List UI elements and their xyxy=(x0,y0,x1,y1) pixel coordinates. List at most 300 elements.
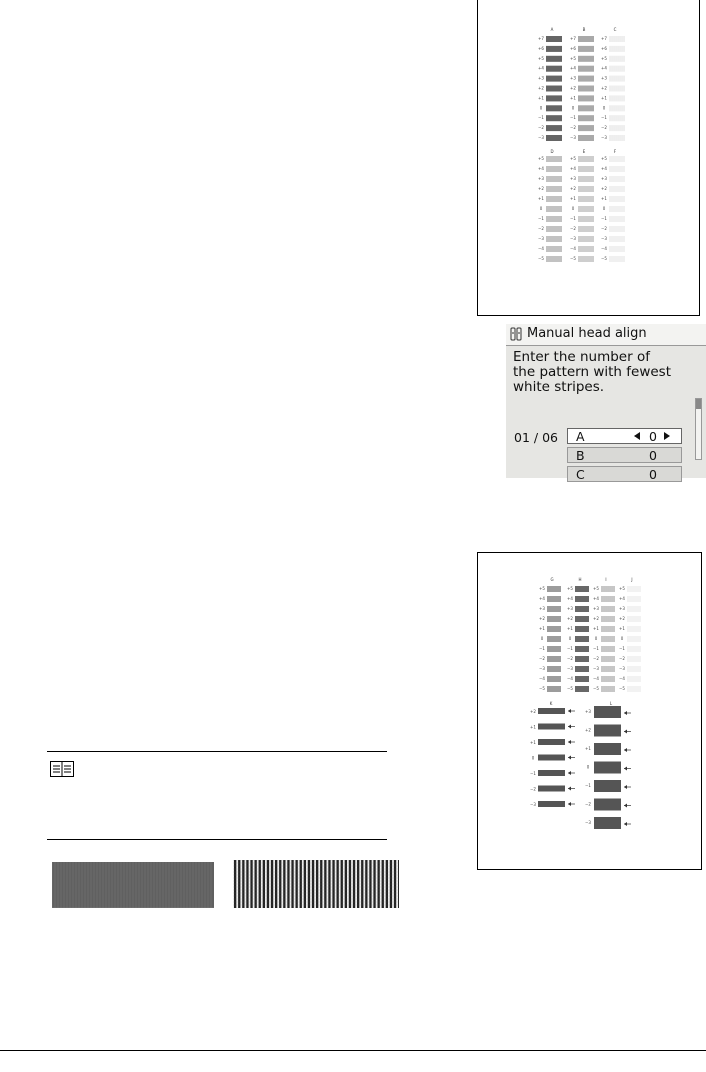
row-label: 0 xyxy=(539,105,543,111)
pattern-patch xyxy=(546,176,562,182)
l-bar xyxy=(594,762,621,774)
row-label: +1 xyxy=(570,196,576,201)
pattern-patch xyxy=(601,666,615,672)
pattern-patch xyxy=(575,666,589,672)
pattern-patch xyxy=(547,586,561,592)
row-label: +2 xyxy=(567,616,573,621)
row-label: −1 xyxy=(538,115,544,121)
lcd-row-c[interactable] xyxy=(567,466,682,482)
k-bar xyxy=(538,724,565,730)
pattern-patch xyxy=(609,95,625,101)
pattern-patch xyxy=(578,86,594,92)
row-label: −2 xyxy=(538,125,544,131)
arrow-icon xyxy=(624,804,627,808)
pattern-patch xyxy=(547,676,561,682)
row-label: +1 xyxy=(567,626,573,631)
pattern-patch xyxy=(601,596,615,602)
pattern-patch xyxy=(546,216,562,222)
pattern-patch xyxy=(627,686,641,692)
row-label: −5 xyxy=(601,256,607,261)
row-label: −3 xyxy=(538,135,544,140)
pattern-patch xyxy=(601,686,615,692)
row-label: +5 xyxy=(619,586,625,591)
column-label: G xyxy=(550,577,554,582)
row-label: −5 xyxy=(570,256,576,261)
pattern-patch xyxy=(546,135,562,141)
sheet1-patterns xyxy=(478,0,699,315)
row-label: +7 xyxy=(538,36,544,41)
row-label: +1 xyxy=(530,724,536,730)
arrow-right-icon[interactable] xyxy=(664,432,670,440)
row-label: +1 xyxy=(538,95,544,101)
column-label: J xyxy=(631,577,633,582)
column-label: I xyxy=(605,577,607,582)
row-label: +3 xyxy=(601,176,607,181)
row-label: −1 xyxy=(539,646,545,651)
pattern-patch xyxy=(609,216,625,222)
pattern-patch xyxy=(546,256,562,262)
row-label: +2 xyxy=(570,85,576,91)
pattern-patch xyxy=(601,676,615,682)
l-bar xyxy=(594,743,621,755)
pattern-patch xyxy=(575,686,589,692)
pattern-patch xyxy=(578,46,594,52)
row-label: −3 xyxy=(601,135,607,140)
pattern-patch xyxy=(546,186,562,192)
row-label: −1 xyxy=(593,646,599,651)
pattern-patch xyxy=(547,616,561,622)
pattern-patch xyxy=(609,156,625,162)
row-label: −2 xyxy=(585,801,591,807)
alignment-sheet-1 xyxy=(477,0,700,316)
row-label: +1 xyxy=(619,626,625,631)
row-label: −4 xyxy=(570,246,576,251)
l-bar xyxy=(594,725,621,737)
row-label: −1 xyxy=(538,216,544,221)
row-label: +3 xyxy=(585,709,591,714)
row-label: +5 xyxy=(601,156,607,161)
pattern-patch xyxy=(609,206,625,212)
row-label: +4 xyxy=(593,596,599,601)
column-label: L xyxy=(609,701,613,706)
row-label: −1 xyxy=(601,216,607,221)
row-label: +1 xyxy=(601,196,607,201)
pattern-patch xyxy=(575,626,589,632)
pattern-patch xyxy=(578,36,594,42)
pattern-patch xyxy=(609,115,625,121)
row-label: −3 xyxy=(539,666,545,671)
pattern-patch xyxy=(546,236,562,242)
striped-pattern-image xyxy=(233,860,399,908)
k-bar xyxy=(538,786,565,792)
sheet2-patterns xyxy=(478,553,701,869)
pattern-patch xyxy=(575,596,589,602)
column-label: H xyxy=(578,577,582,582)
row-label: 0 xyxy=(620,636,624,641)
example-white-stripes xyxy=(233,860,399,908)
row-label: +7 xyxy=(601,36,607,41)
row-label: +4 xyxy=(601,65,607,71)
pattern-patch xyxy=(547,606,561,612)
arrow-icon xyxy=(568,725,571,729)
pattern-patch xyxy=(578,95,594,101)
row-label: +4 xyxy=(601,166,607,171)
lcd-title-bar xyxy=(506,324,706,346)
row-label: +7 xyxy=(570,36,576,41)
row-label: −2 xyxy=(570,125,576,131)
row-label: +4 xyxy=(570,166,576,171)
note-top-rule xyxy=(47,751,387,752)
row-label: −4 xyxy=(619,676,625,681)
pattern-patch xyxy=(578,206,594,212)
pattern-patch xyxy=(609,135,625,141)
pattern-patch xyxy=(627,626,641,632)
pattern-patch xyxy=(578,216,594,222)
row-label: +3 xyxy=(593,606,599,611)
pattern-patch xyxy=(547,626,561,632)
lcd-message-line3: white stripes. xyxy=(513,379,605,395)
row-label: −1 xyxy=(585,783,591,788)
pattern-patch xyxy=(546,196,562,202)
note-bottom-rule xyxy=(47,839,387,840)
row-label: +1 xyxy=(570,95,576,101)
arrow-icon xyxy=(568,787,571,791)
row-label: +2 xyxy=(593,616,599,621)
pattern-patch xyxy=(546,105,562,111)
row-label: +3 xyxy=(538,176,544,181)
alignment-sheet-2 xyxy=(477,552,702,870)
row-label: −1 xyxy=(570,115,576,121)
row-label: +5 xyxy=(570,55,576,61)
pattern-patch xyxy=(578,125,594,131)
l-bar xyxy=(594,799,621,811)
arrow-icon xyxy=(624,748,627,752)
pattern-patch xyxy=(578,166,594,172)
pattern-patch xyxy=(601,616,615,622)
arrow-icon xyxy=(568,771,571,775)
row-label: +6 xyxy=(601,45,607,51)
row-label: +1 xyxy=(601,95,607,101)
arrow-icon xyxy=(624,767,627,771)
lcd-panel xyxy=(506,324,706,482)
example-fewest-stripes xyxy=(52,862,214,908)
lcd-title: Manual head align xyxy=(527,326,647,341)
row-label: −1 xyxy=(570,216,576,221)
k-bar xyxy=(538,770,565,776)
pattern-patch xyxy=(578,196,594,202)
pattern-patch xyxy=(609,236,625,242)
row-label: −3 xyxy=(601,236,607,241)
row-label: +2 xyxy=(570,186,576,191)
pattern-patch xyxy=(546,95,562,101)
row-label: −5 xyxy=(538,256,544,261)
lcd-row-value: 0 xyxy=(649,429,657,444)
row-label: +2 xyxy=(539,616,545,621)
pattern-patch xyxy=(578,135,594,141)
column-label: D xyxy=(550,149,554,154)
row-label: −2 xyxy=(530,786,536,792)
row-label: 0 xyxy=(602,206,606,211)
pattern-patch xyxy=(575,646,589,652)
row-label: −1 xyxy=(619,646,625,651)
pattern-patch xyxy=(627,606,641,612)
row-label: +5 xyxy=(567,586,573,591)
pattern-patch xyxy=(547,656,561,662)
lcd-row-a[interactable] xyxy=(567,428,682,444)
pattern-patch xyxy=(547,686,561,692)
row-label: +5 xyxy=(601,55,607,61)
row-label: 0 xyxy=(571,105,575,111)
pattern-patch xyxy=(578,156,594,162)
row-label: +2 xyxy=(619,616,625,621)
page-footer-rule xyxy=(0,1050,706,1051)
pattern-patch xyxy=(609,186,625,192)
pattern-patch xyxy=(575,636,589,642)
pattern-patch xyxy=(575,676,589,682)
row-label: −4 xyxy=(593,676,599,681)
pattern-patch xyxy=(578,115,594,121)
row-label: −3 xyxy=(567,666,573,671)
pattern-patch xyxy=(627,616,641,622)
row-label: −5 xyxy=(539,686,545,691)
fine-pattern-image xyxy=(52,862,214,908)
row-label: −2 xyxy=(593,656,599,661)
row-label: 0 xyxy=(571,206,575,211)
row-label: 0 xyxy=(568,636,572,641)
column-label: F xyxy=(613,149,617,154)
row-label: 0 xyxy=(539,206,543,211)
pattern-patch xyxy=(609,226,625,232)
pattern-patch xyxy=(601,636,615,642)
pattern-patch xyxy=(601,586,615,592)
row-label: 0 xyxy=(540,636,544,641)
arrow-icon xyxy=(624,730,627,734)
pattern-patch xyxy=(578,105,594,111)
pattern-patch xyxy=(547,666,561,672)
row-label: −2 xyxy=(567,656,573,661)
pattern-patch xyxy=(601,646,615,652)
pattern-patch xyxy=(609,56,625,62)
pattern-patch xyxy=(601,656,615,662)
lcd-row-label: B xyxy=(576,448,585,463)
row-label: +2 xyxy=(538,85,544,91)
row-label: −2 xyxy=(601,226,607,231)
lcd-row-value: 0 xyxy=(649,448,657,463)
row-label: +3 xyxy=(539,606,545,611)
lcd-row-b[interactable] xyxy=(567,447,682,463)
pattern-patch xyxy=(609,46,625,52)
pattern-patch xyxy=(627,656,641,662)
row-label: +1 xyxy=(538,196,544,201)
row-label: −4 xyxy=(538,246,544,251)
column-label: C xyxy=(613,27,617,32)
row-label: −3 xyxy=(570,135,576,140)
pattern-patch xyxy=(546,206,562,212)
row-label: −2 xyxy=(538,226,544,231)
pattern-patch xyxy=(609,86,625,92)
pattern-patch xyxy=(578,236,594,242)
arrow-left-icon[interactable] xyxy=(634,432,640,440)
pattern-patch xyxy=(547,646,561,652)
pattern-patch xyxy=(609,105,625,111)
pattern-patch xyxy=(546,86,562,92)
row-label: +3 xyxy=(570,75,576,81)
arrow-icon xyxy=(568,756,571,760)
pattern-patch xyxy=(601,626,615,632)
pattern-patch xyxy=(609,166,625,172)
row-label: −2 xyxy=(570,226,576,231)
row-label: +4 xyxy=(538,166,544,171)
row-label: +1 xyxy=(530,740,536,745)
row-label: +2 xyxy=(538,186,544,191)
pattern-patch xyxy=(627,586,641,592)
column-label: A xyxy=(550,27,554,32)
k-bar xyxy=(538,755,565,761)
lcd-scrollbar[interactable] xyxy=(695,398,702,460)
row-label: +5 xyxy=(570,156,576,161)
column-label: E xyxy=(582,149,586,154)
arrow-icon xyxy=(568,709,571,713)
pattern-patch xyxy=(578,66,594,72)
row-label: +5 xyxy=(538,156,544,161)
row-label: +3 xyxy=(567,606,573,611)
row-label: +4 xyxy=(619,596,625,601)
row-label: −3 xyxy=(538,236,544,241)
pattern-patch xyxy=(578,186,594,192)
row-label: +2 xyxy=(530,709,536,714)
pattern-patch xyxy=(609,76,625,82)
pattern-patch xyxy=(609,36,625,42)
k-bar xyxy=(538,739,565,745)
pattern-patch xyxy=(609,246,625,252)
pattern-patch xyxy=(627,596,641,602)
pattern-patch xyxy=(575,616,589,622)
arrow-icon xyxy=(624,785,627,789)
pattern-patch xyxy=(627,676,641,682)
row-label: +4 xyxy=(567,596,573,601)
pattern-patch xyxy=(546,66,562,72)
row-label: +2 xyxy=(601,85,607,91)
row-label: −1 xyxy=(601,115,607,121)
row-label: +3 xyxy=(601,75,607,81)
lcd-row-value: 0 xyxy=(649,467,657,482)
row-label: −5 xyxy=(593,686,599,691)
arrow-icon xyxy=(568,740,571,744)
column-label: K xyxy=(549,701,553,706)
pattern-patch xyxy=(547,636,561,642)
arrow-icon xyxy=(624,822,627,826)
row-label: +4 xyxy=(539,596,545,601)
row-label: +3 xyxy=(619,606,625,611)
pattern-patch xyxy=(546,246,562,252)
pattern-patch xyxy=(578,256,594,262)
pattern-patch xyxy=(578,246,594,252)
lcd-scrollbar-thumb[interactable] xyxy=(696,399,701,409)
pattern-patch xyxy=(546,46,562,52)
pattern-patch xyxy=(546,125,562,131)
head-align-icon xyxy=(510,327,522,341)
row-label: −1 xyxy=(567,646,573,651)
row-label: +5 xyxy=(538,55,544,61)
pattern-patch xyxy=(609,196,625,202)
lcd-message xyxy=(513,350,703,395)
row-label: −2 xyxy=(601,125,607,131)
row-label: 0 xyxy=(531,755,535,761)
row-label: +3 xyxy=(538,75,544,81)
pattern-patch xyxy=(547,596,561,602)
row-label: +2 xyxy=(585,727,591,733)
pattern-patch xyxy=(546,166,562,172)
row-label: +1 xyxy=(593,626,599,631)
pattern-patch xyxy=(627,666,641,672)
l-bar xyxy=(594,780,621,792)
pattern-patch xyxy=(609,125,625,131)
row-label: −3 xyxy=(585,820,591,825)
pattern-patch xyxy=(609,66,625,72)
row-label: −5 xyxy=(567,686,573,691)
column-label: B xyxy=(582,27,586,32)
row-label: 0 xyxy=(602,105,606,111)
pattern-patch xyxy=(546,56,562,62)
pattern-patch xyxy=(578,56,594,62)
k-bar xyxy=(538,801,565,807)
lcd-row-label: A xyxy=(576,429,585,444)
pattern-patch xyxy=(575,606,589,612)
row-label: −2 xyxy=(539,656,545,661)
row-label: 0 xyxy=(586,764,590,770)
pattern-patch xyxy=(546,115,562,121)
pattern-patch xyxy=(627,646,641,652)
l-bar xyxy=(594,817,621,829)
row-label: +5 xyxy=(539,586,545,591)
row-label: −4 xyxy=(539,676,545,681)
pattern-patch xyxy=(546,36,562,42)
lcd-row-label: C xyxy=(576,467,585,482)
pattern-patch xyxy=(609,176,625,182)
row-label: −4 xyxy=(567,676,573,681)
row-label: +4 xyxy=(538,65,544,71)
pattern-patch xyxy=(601,606,615,612)
row-label: +2 xyxy=(601,186,607,191)
row-label: 0 xyxy=(594,636,598,641)
pattern-patch xyxy=(575,656,589,662)
row-label: −3 xyxy=(530,802,536,807)
note-book-icon xyxy=(50,761,74,777)
l-bar xyxy=(594,706,621,718)
row-label: +3 xyxy=(570,176,576,181)
pattern-patch xyxy=(546,226,562,232)
lcd-page-indicator: 01 / 06 xyxy=(514,430,558,445)
pattern-patch xyxy=(575,586,589,592)
pattern-patch xyxy=(609,256,625,262)
arrow-icon xyxy=(624,711,627,715)
pattern-patch xyxy=(578,76,594,82)
row-label: +6 xyxy=(570,45,576,51)
row-label: −2 xyxy=(619,656,625,661)
row-label: +5 xyxy=(593,586,599,591)
row-label: −3 xyxy=(593,666,599,671)
pattern-patch xyxy=(546,76,562,82)
row-label: −3 xyxy=(570,236,576,241)
row-label: +1 xyxy=(539,626,545,631)
row-label: −1 xyxy=(530,771,536,776)
pattern-patch xyxy=(578,176,594,182)
row-label: +6 xyxy=(538,45,544,51)
lcd-message-line2: the pattern with fewest xyxy=(513,364,672,380)
row-label: +1 xyxy=(585,746,591,751)
pattern-patch xyxy=(627,636,641,642)
pattern-patch xyxy=(578,226,594,232)
